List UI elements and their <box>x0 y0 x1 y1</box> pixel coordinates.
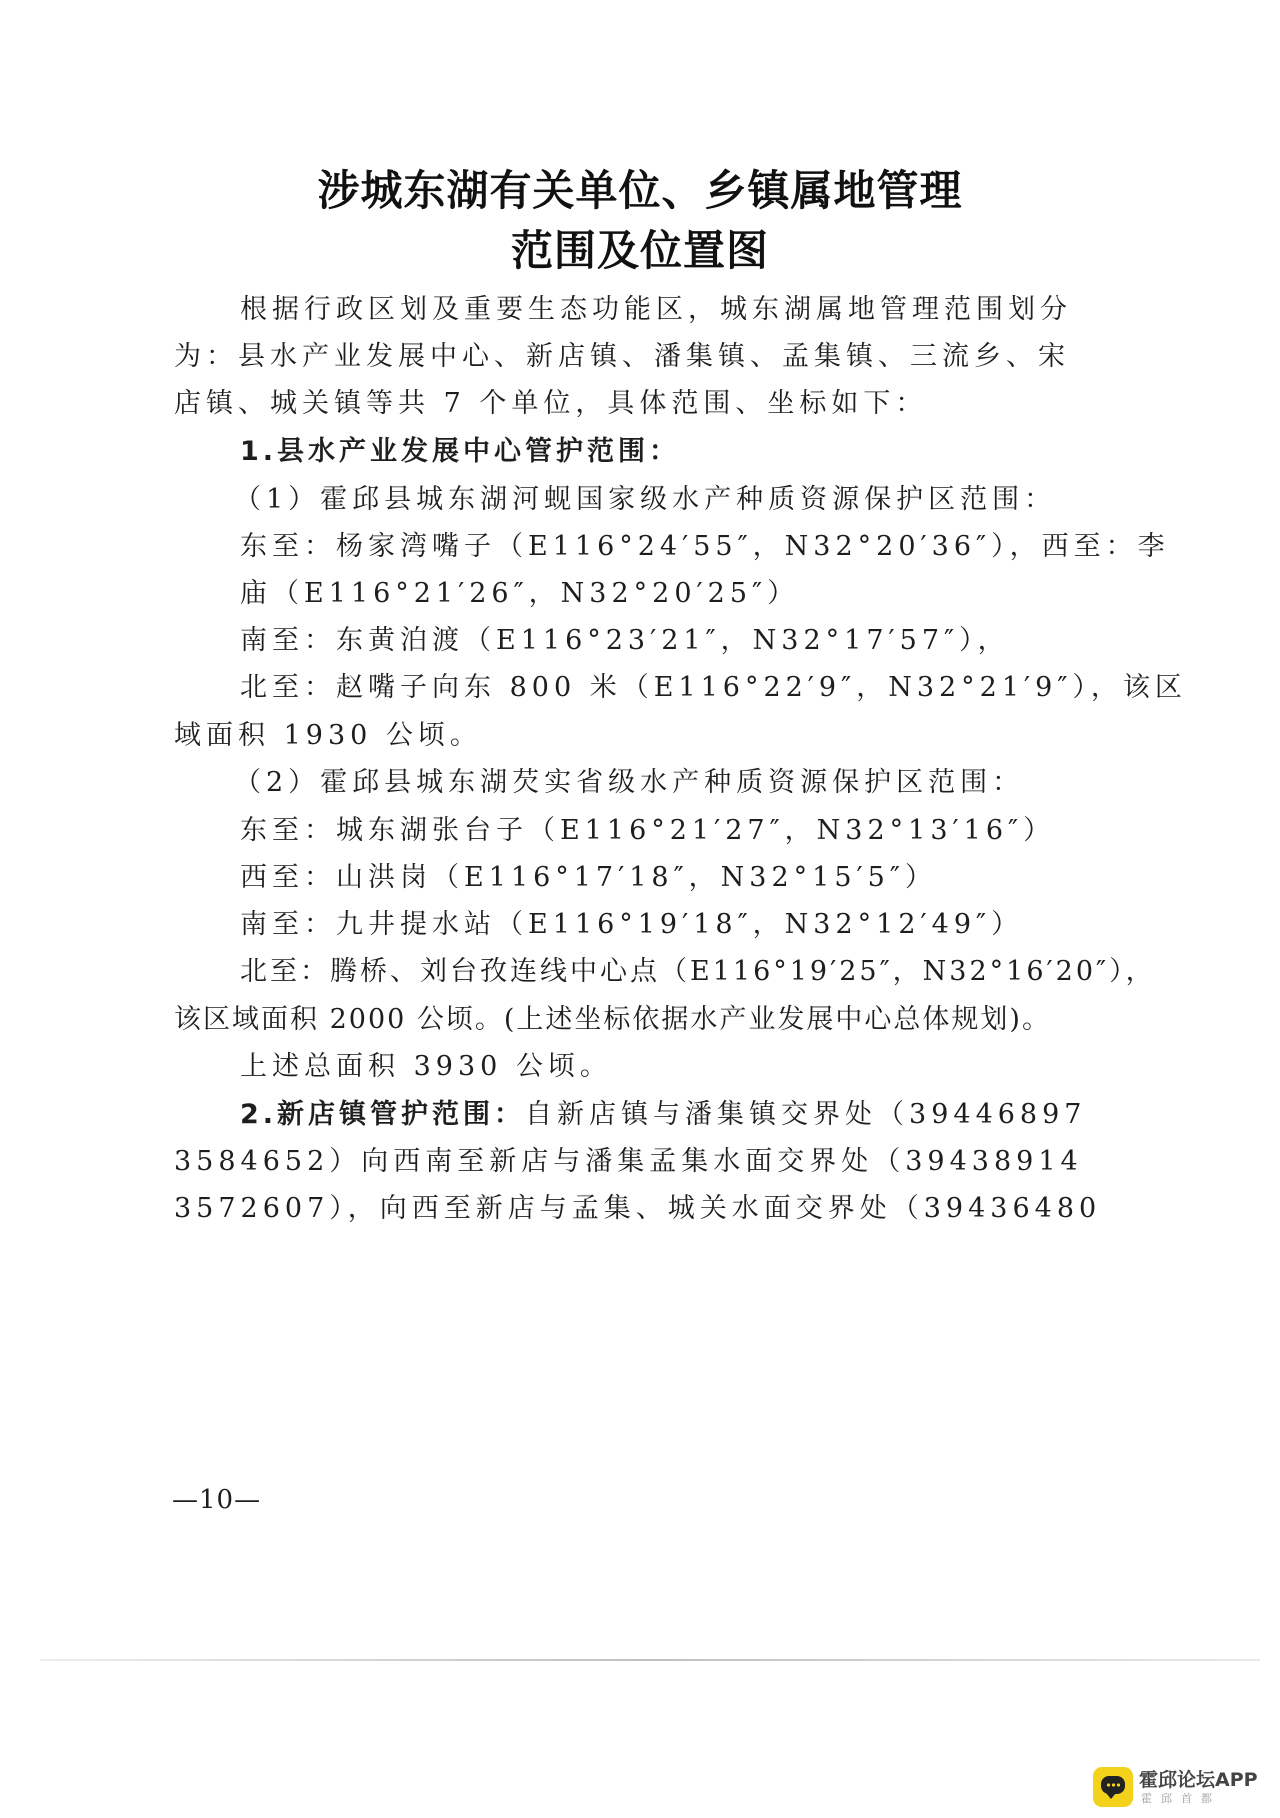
page-number: —10— <box>172 1485 262 1515</box>
body-line: 东至：杨家湾嘴子（E116°24′55″，N32°20′36″），西至：李 <box>240 531 1170 562</box>
document-title-line-1: 涉城东湖有关单位、乡镇属地管理 <box>317 166 963 215</box>
body-line: 为：县水产业发展中心、新店镇、潘集镇、孟集镇、三流乡、宋 <box>174 341 1070 372</box>
watermark-brand: 霍邱论坛APP <box>1139 1769 1258 1791</box>
watermark <box>1093 1765 1268 1809</box>
body-line: 店镇、城关镇等共 7 个单位，具体范围、坐标如下： <box>174 388 928 419</box>
body-line: 庙（E116°21′26″，N32°20′25″） <box>240 578 800 609</box>
body-line: 北至：腾桥、刘台孜连线中心点（E116°19′25″，N32°16′20″）， <box>240 956 1156 987</box>
watermark-subtext: 霍邱首都 <box>1141 1792 1221 1805</box>
body-line: 西至：山洪岗（E116°17′18″，N32°15′5″） <box>240 862 937 893</box>
body-line: 东至：城东湖张台子（E116°21′27″，N32°13′16″） <box>240 815 1056 846</box>
section-heading: 1.县水产业发展中心管护范围： <box>240 436 681 467</box>
document-title-line-2: 范围及位置图 <box>510 226 769 275</box>
body-line: 3572607），向西至新店与孟集、城关水面交界处（39436480 <box>174 1193 1102 1224</box>
body-line-section-2 <box>240 1095 1160 1135</box>
section-text: 自新店镇与潘集镇交界处（39446897 <box>525 1099 1087 1130</box>
body-line: 该区域面积 2000 公顷。(上述坐标依据水产业发展中心总体规划)。 <box>174 1004 1051 1035</box>
body-line: 南至：九井提水站（E116°19′18″，N32°12′49″） <box>240 909 1024 940</box>
body-line: 南至：东黄泊渡（E116°23′21″，N32°17′57″）， <box>240 625 1010 656</box>
body-line: 域面积 1930 公顷。 <box>174 720 482 751</box>
body-line: 北至：赵嘴子向东 800 米（E116°22′9″，N32°21′9″），该区 <box>240 672 1187 703</box>
body-line: 上述总面积 3930 公顷。 <box>240 1051 612 1082</box>
body-line: （1）霍邱县城东湖河蚬国家级水产种质资源保护区范围： <box>234 484 1057 515</box>
body-line: 根据行政区划及重要生态功能区，城东湖属地管理范围划分 <box>240 294 1072 325</box>
body-line: （2）霍邱县城东湖芡实省级水产种质资源保护区范围： <box>234 767 1025 798</box>
section-heading: 2.新店镇管护范围： <box>240 1099 526 1130</box>
chat-bubble-icon <box>1093 1767 1133 1807</box>
body-line: 3584652）向西南至新店与潘集孟集水面交界处（39438914 <box>174 1146 1083 1177</box>
scan-edge-line <box>40 1659 1260 1661</box>
